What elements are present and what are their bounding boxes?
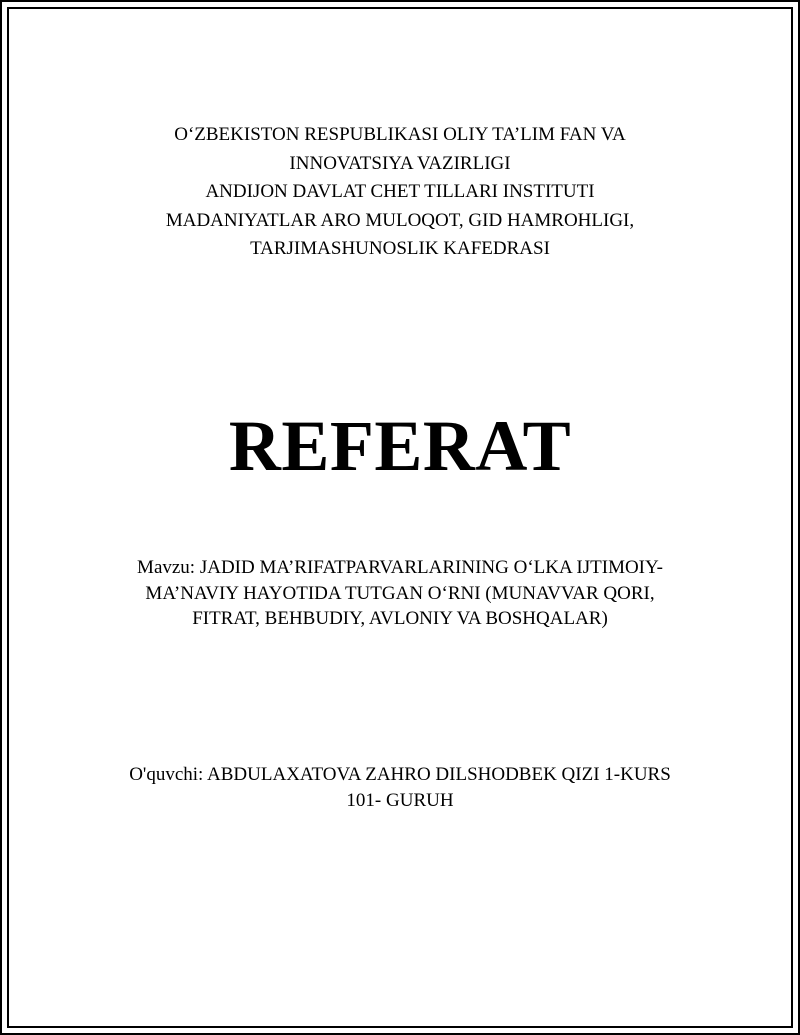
header-line: ANDIJON DAVLAT CHET TILLARI INSTITUTI [205,181,595,202]
header-line: MADANIYATLAR ARO MULOQOT, GID HAMROHLIGI, [165,209,635,231]
institution-header [0,121,800,264]
student-info [0,762,800,814]
topic-block [0,555,800,632]
student-line: O'quvchi: ABDULAXATOVA ZAHRO DILSHODBEK QIZI 1-KURS [129,764,671,785]
topic-line: FITRAT, BEHBUDIY, AVLONIY VA BOSHQALAR) [192,608,608,629]
student-line: 101- GURUH [346,790,454,811]
topic-line: MA’NAVIY HAYOTIDA TUTGAN O‘RNI (MUNAVVAR QORI, [145,582,655,604]
topic-line: Mavzu: JADID MA’RIFATPARVARLARINING O‘LKA IJTIMOIY- [137,557,663,578]
header-line: INNOVATSIYA VAZIRLIGI [289,152,511,174]
header-line: TARJIMASHUNOSLIK KAFEDRASI [250,238,550,259]
header-line: O‘ZBEKISTON RESPUBLIKASI OLIY TA’LIM FAN VA [174,124,626,145]
document-title: REFERAT [228,406,572,486]
